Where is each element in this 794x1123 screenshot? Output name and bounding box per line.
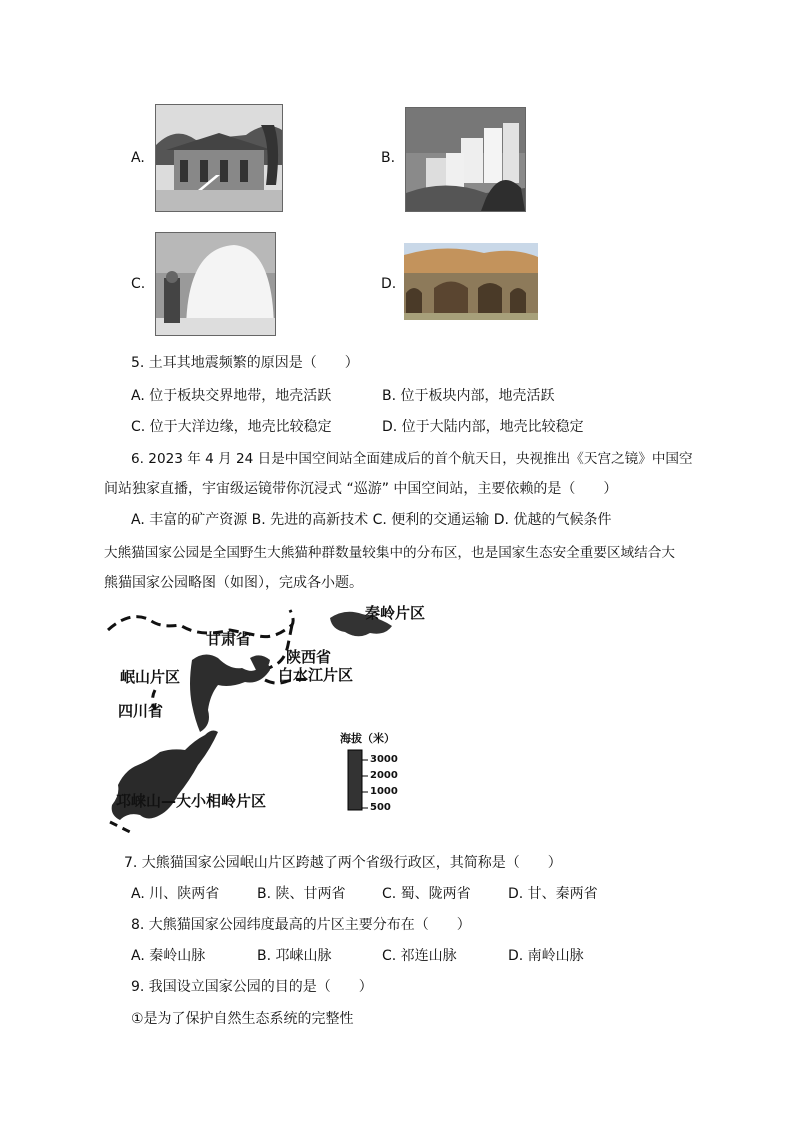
option-b-image xyxy=(405,107,526,212)
question-5-option-a: A. 位于板块交界地带，地壳活跃 xyxy=(131,388,332,404)
question-8-option-c: C. 祁连山脉 xyxy=(382,948,457,964)
option-c-image xyxy=(155,232,276,336)
legend-value-500: 500 xyxy=(370,802,391,813)
question-5-stem: 5. 土耳其地震频繁的原因是（ ） xyxy=(131,355,359,371)
question-6-stem-line2: 间站独家直播，宇宙级运镜带你沉浸式 “巡游” 中国空间站，主要依赖的是（ ） xyxy=(104,481,618,497)
option-d-image xyxy=(404,243,538,320)
question-5-option-c: C. 位于大洋边缘，地壳比较稳定 xyxy=(131,419,332,435)
map-label-shaanxi: 陕西省 xyxy=(286,648,332,666)
map-label-minshan: 岷山片区 xyxy=(120,668,181,686)
panda-park-map xyxy=(100,600,440,845)
question-7-option-c: C. 蜀、陇两省 xyxy=(382,886,471,902)
intro-line2: 熊猫国家公园略图（如图），完成各小题。 xyxy=(104,575,363,591)
question-6-options: A. 丰富的矿产资源 B. 先进的高新技术 C. 便利的交通运输 D. 优越的气候条件 xyxy=(131,512,612,528)
question-7-option-a: A. 川、陕两省 xyxy=(131,886,220,902)
question-5-option-b: B. 位于板块内部，地壳活跃 xyxy=(382,388,555,404)
option-d-label: D. xyxy=(381,276,397,292)
question-7-option-b: B. 陕、甘两省 xyxy=(257,886,346,902)
option-b-label: B. xyxy=(381,150,396,166)
map-label-qinling: 秦岭片区 xyxy=(365,604,426,622)
map-label-sichuan: 四川省 xyxy=(118,702,164,720)
legend-title: 海拔（米） xyxy=(340,732,395,745)
legend-value-2000: 2000 xyxy=(370,770,398,781)
question-7-option-d: D. 甘、秦两省 xyxy=(508,886,598,902)
question-9-item-1: ①是为了保护自然生态系统的完整性 xyxy=(131,1011,354,1027)
question-8-option-b: B. 邛崃山脉 xyxy=(257,948,332,964)
question-9-stem: 9. 我国设立国家公园的目的是（ ） xyxy=(131,979,373,995)
legend-value-1000: 1000 xyxy=(370,786,398,797)
question-5-option-d: D. 位于大陆内部，地壳比较稳定 xyxy=(382,419,584,435)
question-8-stem: 8. 大熊猫国家公园纬度最高的片区主要分布在（ ） xyxy=(131,917,471,933)
option-a-label: A. xyxy=(131,150,145,166)
map-label-qionglai: 邛崃山—大小相岭片区 xyxy=(116,792,267,810)
legend-value-3000: 3000 xyxy=(370,754,398,765)
map-label-gansu: 甘肃省 xyxy=(206,630,252,648)
question-8-option-d: D. 南岭山脉 xyxy=(508,948,584,964)
question-7-stem: 7. 大熊猫国家公园岷山片区跨越了两个省级行政区，其简称是（ ） xyxy=(124,855,562,871)
option-c-label: C. xyxy=(131,276,146,292)
question-6-stem-line1: 6. 2023 年 4 月 24 日是中国空间站全面建成后的首个航天日，央视推出《天宫之镜》中国空 xyxy=(131,451,693,467)
map-label-baishuijiang: 白水江片区 xyxy=(278,666,354,684)
question-8-option-a: A. 秦岭山脉 xyxy=(131,948,206,964)
option-a-image xyxy=(155,104,283,212)
intro-line1: 大熊猫国家公园是全国野生大熊猫种群数量较集中的分布区，也是国家生态安全重要区域结合大 xyxy=(104,545,675,561)
